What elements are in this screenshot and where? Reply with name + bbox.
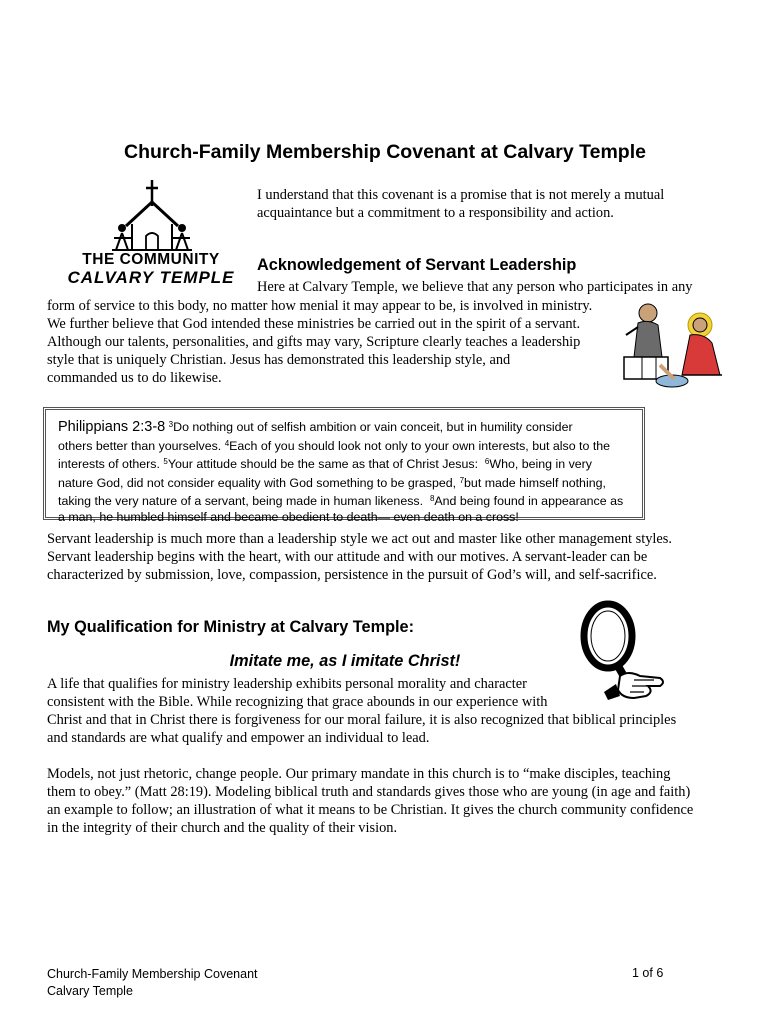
verse-reference: Philippians 2:3-8 xyxy=(58,419,166,435)
verse-line xyxy=(58,491,636,510)
verse-text: Do nothing out of selfish ambition or vain conceit, but in humility consider xyxy=(173,420,573,434)
verse-number: 7 xyxy=(459,475,465,485)
servant-paragraph-line: Servant leadership begins with the heart, with our attitude and with our motives. A servant-leader can be xyxy=(47,549,648,565)
verse-number: 3 xyxy=(168,420,174,429)
servant-text-line: We further believe that God intended these ministries be carried out in the spirit of a servant. xyxy=(47,316,581,332)
scripture-verse-box xyxy=(43,407,645,524)
footer-document-info xyxy=(47,966,258,1000)
verse-text: interests of others. xyxy=(58,457,160,472)
page-number: 1 of 6 xyxy=(632,966,664,980)
models-text-line: in the integrity of their church and the quality of their vision. xyxy=(47,820,398,836)
servant-leadership-heading: Acknowledgement of Servant Leadership xyxy=(257,256,577,274)
verse-number: 4 xyxy=(224,438,230,448)
logo-text-line2: CALVARY TEMPLE xyxy=(67,268,235,287)
servant-text-line: commanded us to do likewise. xyxy=(47,370,222,386)
servant-text-line: Here at Calvary Temple, we believe that any person who participates in any xyxy=(257,279,693,295)
qualification-text-line: and standards are what qualify and empower an individual to lead. xyxy=(47,730,430,746)
verse-text: nature God, did not consider equality with God something to be grasped, xyxy=(58,475,457,490)
models-text-line: Models, not just rhetoric, change people. Our primary mandate in this church is to “make disciples, teaching xyxy=(47,766,671,782)
imitate-subheading: Imitate me, as I imitate Christ! xyxy=(229,652,461,670)
qualification-text-line: Christ and that in Christ there is forgiveness for our moral failure, it is also recognized that biblical principles xyxy=(47,712,677,728)
servant-paragraph-line: characterized by submission, love, compassion, persistence in the pursuit of God’s will, and self-sacrifice. xyxy=(47,567,657,583)
verse-line xyxy=(58,473,636,492)
servant-text-line: Although our talents, personalities, and gifts may vary, Scripture clearly teaches a leadership xyxy=(47,334,581,350)
logo-text-line1: THE COMMUNITY xyxy=(82,251,220,268)
verse-line xyxy=(58,454,636,473)
servant-text-line: form of service to this body, no matter how menial it may appear to be, is involved in ministry. xyxy=(47,298,593,314)
verse-line xyxy=(58,417,636,436)
models-text-line: them to obey.” (Matt 28:19). Modeling biblical truth and standards gives those who are young (in age and faith) xyxy=(47,784,691,800)
footer-subtitle: Calvary Temple xyxy=(47,984,133,998)
foot-washing-illustration-icon xyxy=(612,295,730,393)
qualification-text-line: consistent with the Bible. While recognizing that grace abounds in our experience with xyxy=(47,694,548,710)
verse-number: 5 xyxy=(163,457,168,467)
models-text-line: an example to follow; an illustration of what it means to be Christian. It gives the church community confidence xyxy=(47,802,694,818)
verse-text: And being found in appearance as xyxy=(434,494,624,509)
footer-title: Church-Family Membership Covenant xyxy=(47,967,258,981)
verse-text: Your attitude should be the same as that of Christ Jesus: xyxy=(167,457,479,472)
verse-number: 8 xyxy=(429,494,435,504)
servant-paragraph-line: Servant leadership is much more than a leadership style we act out and master like other management styles. xyxy=(47,531,672,547)
verse-text: a man, he humbled himself and became obedient to death— even death on a cross! xyxy=(58,509,519,524)
verse-text: taking the very nature of a servant, being made in human likeness. xyxy=(58,494,424,509)
verse-line xyxy=(58,510,636,526)
servant-text-line: style that is uniquely Christian. Jesus has demonstrated this leadership style, and xyxy=(47,352,511,368)
page-title: Church-Family Membership Covenant at Calvary Temple xyxy=(124,141,646,163)
verse-text: others better than yourselves. xyxy=(58,438,222,453)
verse-number: 6 xyxy=(484,457,490,467)
qualification-heading: My Qualification for Ministry at Calvary Temple: xyxy=(47,618,415,636)
verse-text: Each of you should look not only to your own interests, but also to the xyxy=(229,438,611,453)
magnifying-glass-icon xyxy=(568,600,668,710)
verse-text: Who, being in very xyxy=(489,457,592,472)
qualification-text-line: A life that qualifies for ministry leadership exhibits personal morality and character xyxy=(47,676,527,692)
intro-paragraph: I understand that this covenant is a promise that is not merely a mutual acquaintance but a commitment to a responsibility and action. xyxy=(257,187,665,221)
verse-text: but made himself nothing, xyxy=(464,475,606,490)
verse-line xyxy=(58,436,636,455)
